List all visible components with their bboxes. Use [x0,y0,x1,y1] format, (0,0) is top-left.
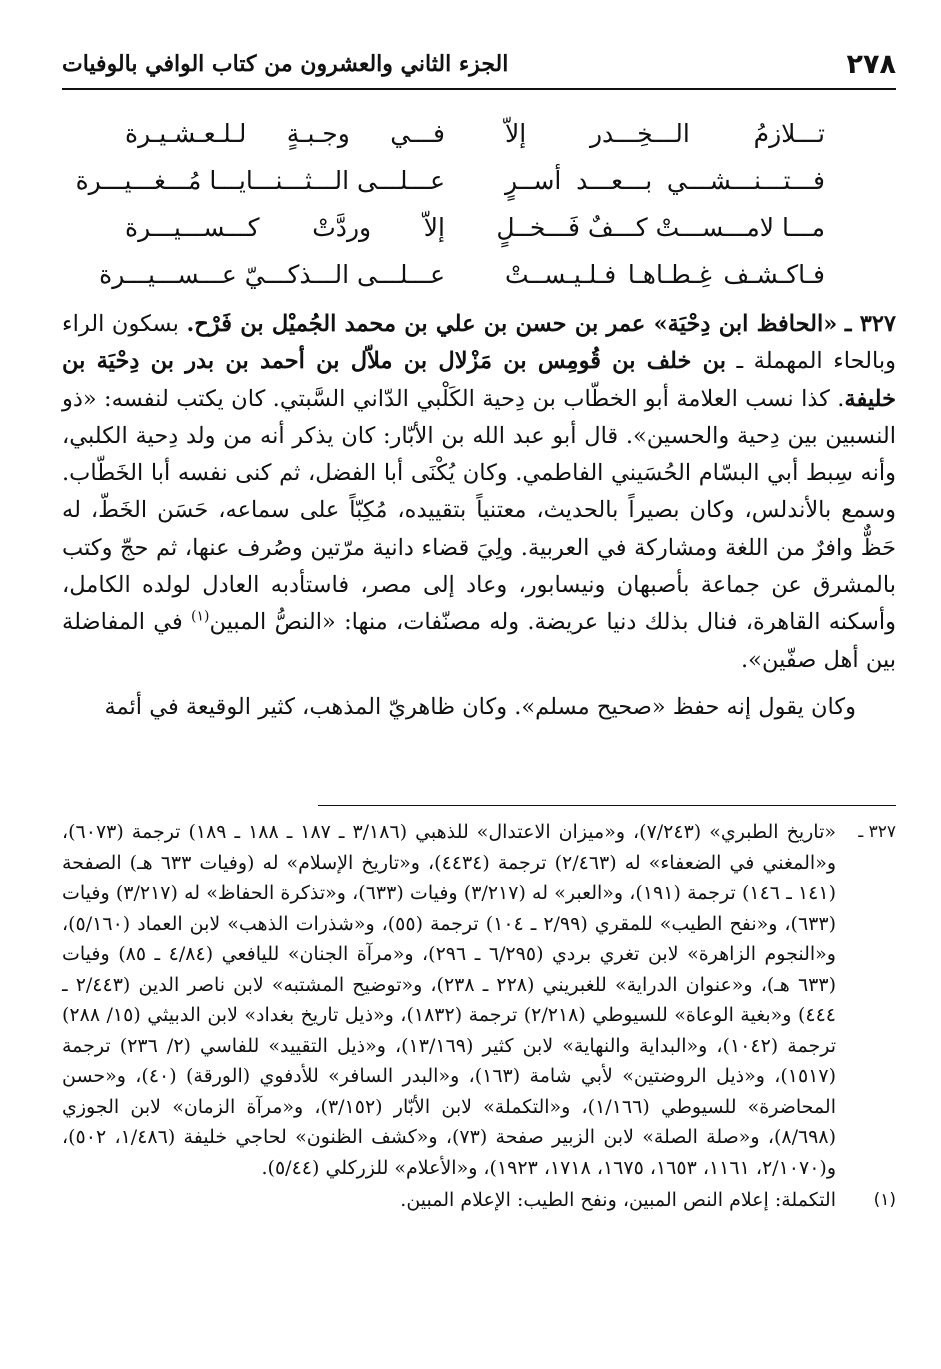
running-title: الجزء الثاني والعشرون من كتاب الوافي بالوفيات [62,51,509,77]
verse-first-hemistich: فـاكـشـف غِـطـاهـا فـلـيـســتْ [505,260,825,289]
entry-number: ٣٢٧ ـ [844,311,896,337]
entry-paragraph: وكان يقول إنه حفظ «صحيح مسلم». وكان ظاهريّ المذهب، كثير الوقيعة في أئمة [104,693,856,720]
footnotes [62,817,896,1216]
verse-second-hemistich: عـــلـــى الـــذكـــيّ عـــســـيـــرة [99,260,445,289]
verse-first-hemistich: تـــلازمُ الـــخِـــدر إلاّ [505,119,825,148]
verse-first-hemistich: فـــتـــنـــشـــي بـــعـــد أســرٍ [505,166,825,195]
verse-second-hemistich: عـــلـــى الـــثـــنـــايـــا مُـــغـــيـــرة [75,166,445,195]
entry-lineage: بن خلف بن قُومِس بن مَزْلال بن ملاّل بن أحمد بن بدر بن دِحْيَة بن خليفة [62,348,896,412]
footnote [62,817,896,1183]
verse-line [99,251,825,298]
footnote-number: ٣٢٧ ـ [858,822,896,842]
page-header [62,40,896,90]
footnote-text: «تاريخ الطبري» (٧/٢٤٣)، و«ميزان الاعتدال» للذهبي (٣/١٨٦ ـ ١٨٧ ـ ١٨٨ ـ ١٨٩) ترجمة (٦٠٧٣)، و«المغني في الضعفاء» له (٢/٤٦٣) ترجمة (٤٤٣٤)، و«تاريخ الإسلام» له (وفيات ٦٣٣ هـ) الصفحة (١٤١ ـ ١٤٦) ترجمة (١٩١)، و«العبر» له (٣/٢١٧) وفيات (٦٣٣)، و«تذكرة الحفاظ» له (٣/٢١٧) وفيات (٦٣٣)، و«نفح الطيب» للمقري (٢/٩٩ ـ ١٠٤) ترجمة (٥٥)، و«شذرات الذهب» لابن العماد (٥/١٦٠)، و«النجوم الزاهرة» لابن تغري بردي (٦/٢٩٥ ـ ٢٩٦)، و«مرآة الجنان» لليافعي (٤/٨٤ ـ ٨٥) وفيات (٦٣٣ هـ)، و«عنوان الدراية» للغبريني (٢٢٨ ـ ٢٣٨)، و«توضيح المشتبه» لابن ناصر الدين (٢/٤٤٣ ـ ٤٤٤) و«بغية الوعاة» للسيوطي (٢/٢١٨) ترجمة (١٨٣٢)، و«ذيل تاريخ بغداد» لابن الدبيثي (١٥/ ٢٨٨) ترجمة (١٠٤٢)، و«البداية والنهاية» لابن كثير (١٣/١٦٩)، و«ذيل التقييد» للفاسي (٢/ ٢٣٦) ترجمة (١٥١٧)، و«ذيل الروضتين» لأبي شامة (١٦٣)، و«البدر السافر» للأدفوي (الورقة) (٤٠)، و«حسن المحاضرة» للسيوطي (١/١٦٦)، و«التكملة» لابن الأبّار (٣/١٥٢)، و«مرآة الزمان» لابن الجوزي (٨/٦٩٨)، و«صلة الصلة» لابن الزبير صفحة (٧٣)، و«كشف الظنون» لحاجي خليفة (١/٤٨٦، ٥٠٢)، و(٢/١٠٧٠، ١١٦١، ١٦٥٣، ١٦٧٥، ١٧١٨، ١٩٢٣)، و«الأعلام» للزركلي (٥/٤٤). [62,821,837,1179]
page-number: ٢٧٨ [846,48,896,80]
verse-second-hemistich: فـــي وجـبـةٍ لـلـعـشـيـرة [125,119,445,148]
footnote [62,1185,896,1216]
footnote-text: التكملة: إعلام النص المبين، ونفح الطيب: الإعلام المبين. [400,1189,836,1211]
entry-name: «الحافظ ابن دِحْيَة» عمر بن حسن بن علي بن محمد الجُميْل بن فَرْح. [186,311,838,337]
entry-paragraph [62,306,896,679]
entry-text: . كذا نسب العلامة أبو الخطّاب بن دِحية الكَلْبي الدّاني السَّبتي. كان يكتب لنفسه: «ذو النسبين بين دِحية والحسين». قال أبو عبد الله بن الأبّار: كان يذكر أنه من ولد دِحية الكلبي، وأنه سِبط أبي البسّام الحُسَيني الفاطمي. وكان يُكْنَى أبا الفضل، ثم كنى نفسه أبا الخَطّاب. وسمع بالأندلس، وكان بصيراً بالحديث، معتنياً بتقييده، مُكِبّاً على سماعه، حَسَن الخَطّ، له حَظٌّ وافرٌ من اللغة ومشاركة في العربية. ولِيَ قضاء دانية مرّتين وصُرف عنها، ثم حجّ وكتب بالمشرق عن جماعة بأصبهان ونيسابور، وعاد إلى مصر، فاستأدبه العادل لولده الكامل، وأسكنه القاهرة، فنال بذلك دنيا عريضة. وله مصنّفات، منها: «النصُّ المبين [62,385,896,636]
verse-line [125,110,825,157]
verse-line [125,204,825,251]
poem-verses [75,110,825,298]
footnote-number: (١) [873,1190,896,1210]
entry-text: في المفاضلة بين أهل صفّين». [62,609,896,673]
verse-line [75,157,825,204]
footnote-reference: (١) [191,608,210,625]
verse-second-hemistich: إلاّ وردَّتْ كـــســـيـــرة [125,213,445,242]
verse-first-hemistich: مـــا لامـــســـتْ كـــفٌ فَـــخــلٍ [496,213,825,242]
entry-body [62,306,896,726]
footnote-separator [318,805,896,806]
entry-text: بسكون الراء وبالحاء المهملة ـ [62,311,896,375]
